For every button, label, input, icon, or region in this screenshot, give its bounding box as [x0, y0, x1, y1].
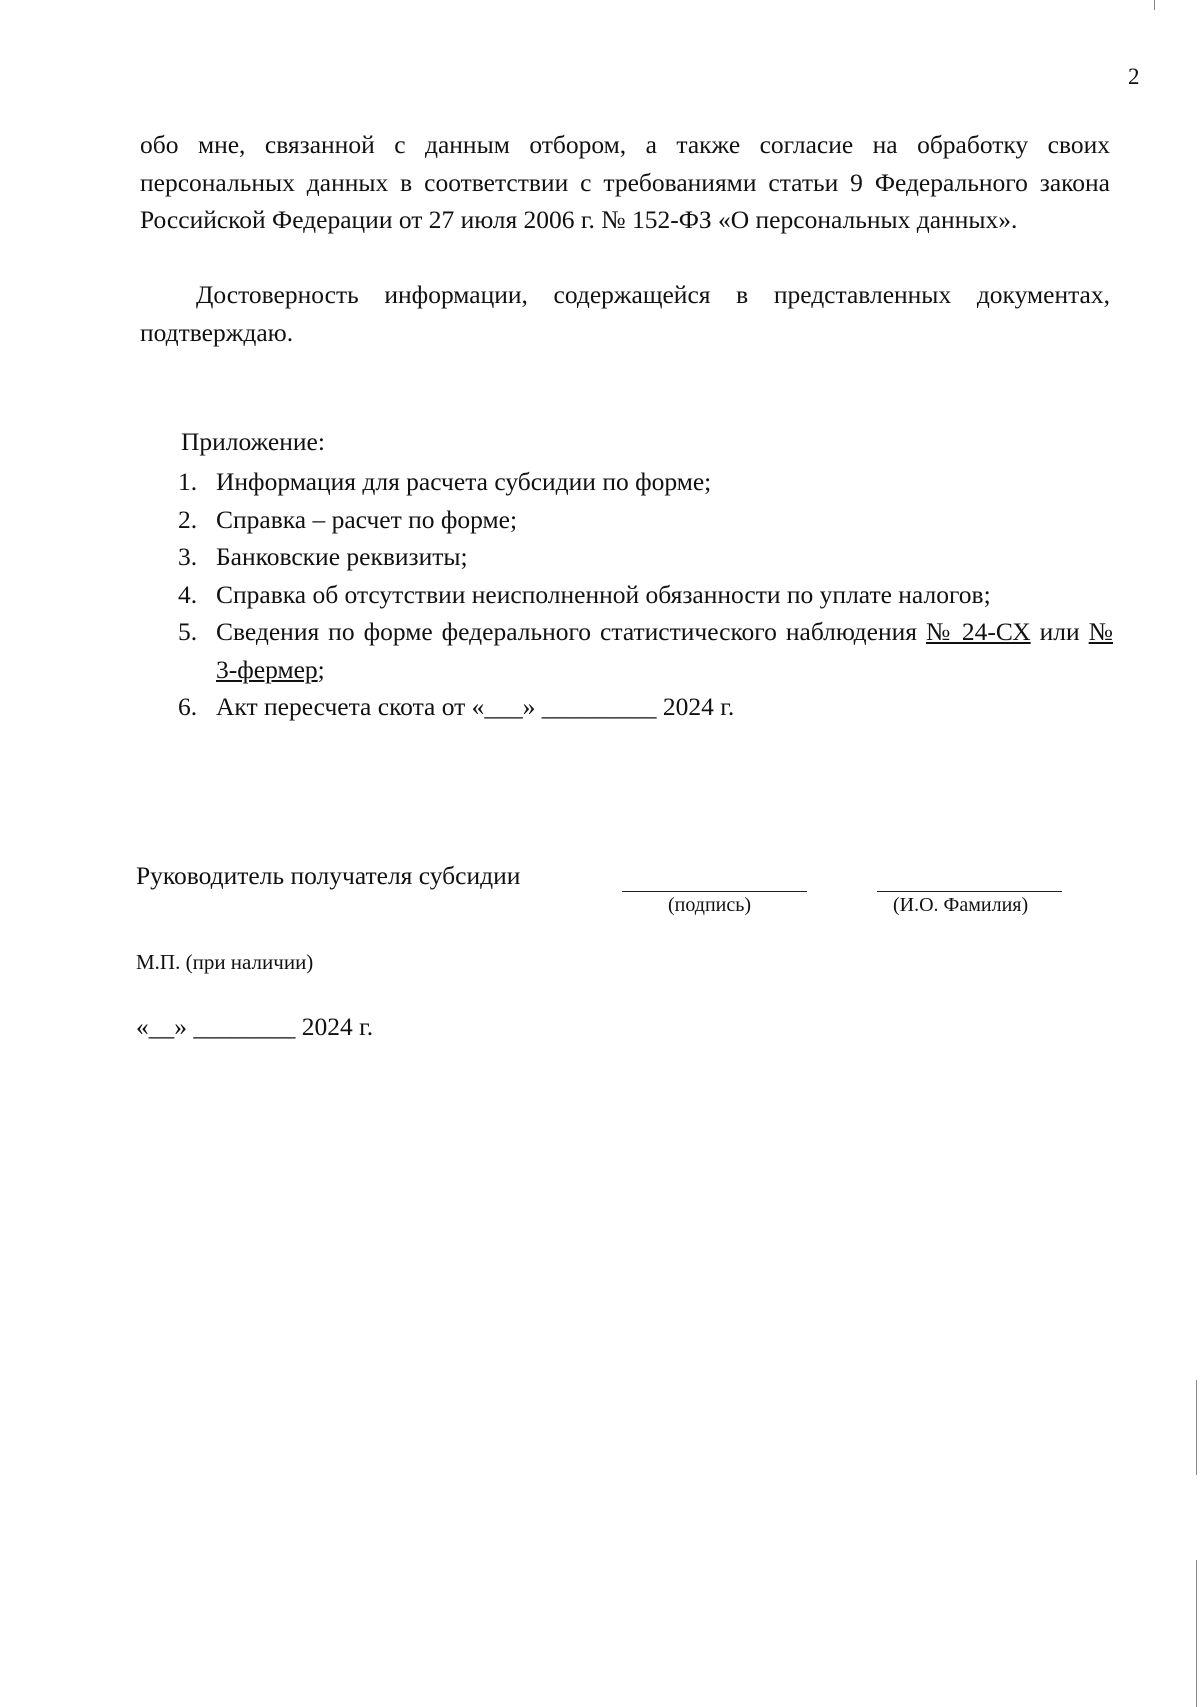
list-item-number: 1.: [178, 467, 198, 496]
scan-edge-mark: [1196, 1380, 1197, 1475]
list-item-text: Справка – расчет по форме;: [216, 504, 518, 534]
list-item-text: Информация для расчета субсидии по форме;: [216, 467, 712, 496]
list-item-number: 3.: [178, 542, 198, 571]
scan-edge-mark: [1196, 1560, 1197, 1707]
signature-caption: (подпись): [668, 894, 752, 916]
list-item-text: Банковские реквизиты;: [216, 542, 468, 571]
list-item-text: Сведения по форме федерального статистического наблюдения: [216, 617, 926, 646]
list-item: [178, 688, 1113, 726]
attachments-list: [178, 463, 1113, 726]
stamp-note: М.П. (при наличии): [136, 950, 314, 974]
list-item-text-end: ;: [317, 654, 325, 684]
list-item: [178, 501, 1113, 539]
head-of-recipient-label: Руководитель получателя субсидии: [136, 861, 521, 890]
list-item: [178, 613, 1113, 688]
list-item-number: 6.: [178, 692, 198, 721]
name-caption: (И.О. Фамилия): [893, 894, 1029, 916]
name-line: [877, 891, 1062, 892]
consent-paragraph: обо мне, связанной с данным отбором, а также согласие на обработку своих персональных данных в соответствии с требованиями статьи 9 Федерального закона Российской Федерации от 27 июля 2006 г. № 152-ФЗ «О персональных данных».: [140, 130, 1110, 234]
form-24-sx-reference: № 24-СХ: [925, 617, 1031, 646]
list-item-number: 5.: [178, 617, 198, 646]
list-item: [178, 463, 1113, 501]
attachments-title: Приложение:: [181, 427, 325, 456]
list-item-number: 2.: [178, 504, 198, 534]
scan-edge-mark: [1154, 0, 1155, 10]
date-line: «__» ________ 2024 г.: [136, 1012, 374, 1041]
list-item-text: Справка об отсутствии неисполненной обязанности по уплате налогов;: [216, 579, 991, 609]
form-3-fermer-reference: № 3-фермер: [216, 617, 1113, 684]
list-item-text-connector: или: [1030, 617, 1089, 646]
page-number: 2: [1128, 64, 1140, 89]
list-item: [178, 576, 1113, 614]
list-item: [178, 538, 1113, 576]
list-item-text: Акт пересчета скота от «___» _________ 2024 г.: [216, 692, 735, 721]
reliability-paragraph: Достоверность информации, содержащейся в представленных документах, подтверждаю.: [140, 280, 1110, 347]
list-item-number: 4.: [178, 579, 198, 609]
signature-line: [622, 891, 807, 892]
